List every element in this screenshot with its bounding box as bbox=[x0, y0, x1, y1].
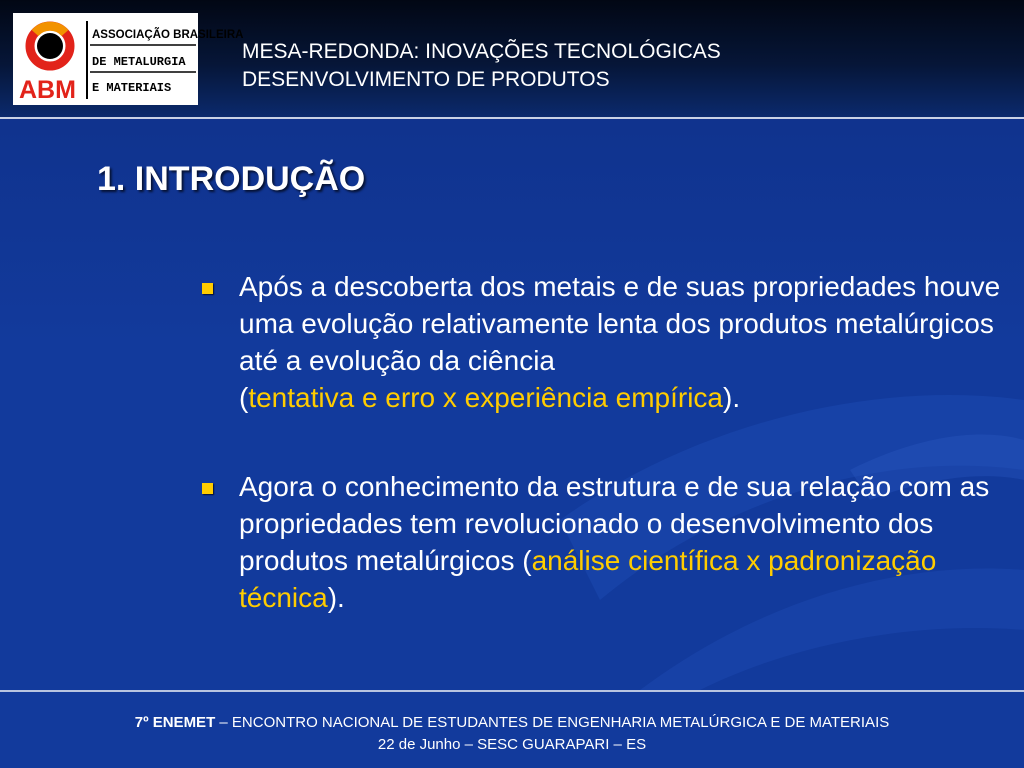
paren-open: ( bbox=[522, 545, 532, 576]
header-title bbox=[242, 38, 721, 94]
header-title-line-1: MESA-REDONDA: INOVAÇÕES TECNOLÓGICAS bbox=[242, 40, 721, 63]
bullet-square-icon bbox=[202, 483, 213, 494]
footer bbox=[0, 712, 1024, 756]
footer-divider bbox=[0, 690, 1024, 692]
bullet-highlight: análise científica x padronização técnica bbox=[239, 545, 937, 613]
logo-acronym: ABM bbox=[19, 76, 76, 104]
bullet-highlight: tentativa e erro x experiência empírica bbox=[248, 382, 724, 413]
logo-line-1: ASSOCIAÇÃO BRASILEIRA bbox=[92, 29, 244, 41]
logo-line-3: E MATERIAIS bbox=[92, 81, 172, 95]
header-divider bbox=[0, 117, 1024, 119]
logo-line-2: DE METALURGIA bbox=[92, 55, 186, 69]
footer-event-name: 7º ENEMET bbox=[134, 714, 216, 731]
bullet-item bbox=[200, 468, 1015, 616]
bullet-list bbox=[200, 268, 1015, 616]
footer-line-2: 22 de Junho – SESC GUARAPARI – ES bbox=[377, 736, 647, 753]
paren-open: ( bbox=[239, 382, 249, 413]
bullet-text: Após a descoberta dos metais e de suas propriedades houve uma evolução relativamente lenta dos produtos metalúrgicos até a evolução da ciência bbox=[239, 271, 1001, 376]
bullet-item bbox=[200, 268, 1015, 416]
footer-event-description: – ENCONTRO NACIONAL DE ESTUDANTES DE ENGENHARIA METALÚRGICA E DE MATERIAIS bbox=[215, 714, 890, 731]
paren-close: ). bbox=[723, 382, 741, 413]
header-title-line-2: DESENVOLVIMENTO DE PRODUTOS bbox=[242, 68, 610, 91]
bullet-text: Agora o conhecimento da estrutura e de sua relação com as propriedades tem revolucionado o desenvolvimento dos produtos metalúrgicos bbox=[239, 471, 990, 576]
footer-line-1 bbox=[0, 712, 1024, 734]
slide-title: 1. INTRODUÇÃO bbox=[97, 160, 366, 198]
abm-logo bbox=[13, 13, 244, 105]
paren-close: ). bbox=[327, 582, 345, 613]
bullet-square-icon bbox=[202, 283, 213, 294]
